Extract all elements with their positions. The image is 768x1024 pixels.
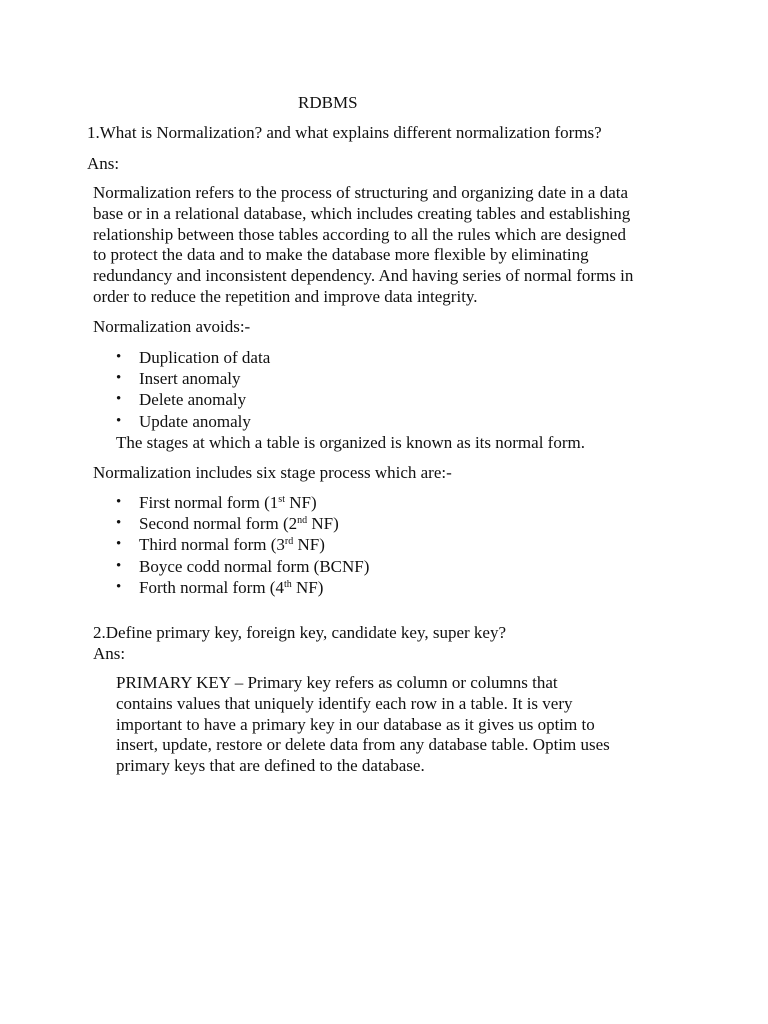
question-2: 2.Define primary key, foreign key, candidate key, super key? [93, 623, 507, 642]
paragraph-line: PRIMARY KEY – Primary key refers as column or columns that [116, 673, 558, 692]
list-item: • Forth normal form (4th NF) [116, 577, 324, 597]
bullet-icon: • [116, 412, 122, 429]
paragraph-line: contains values that uniquely identify each row in a table. It is very [116, 693, 573, 713]
bullet-icon: • [116, 557, 122, 574]
avoids-list [116, 347, 270, 432]
primary-key-paragraph [116, 673, 676, 777]
list-item: • Insert anomaly [116, 369, 241, 389]
paragraph-line: relationship between those tables according to all the rules which are designed [93, 224, 626, 244]
bullet-icon: • [116, 536, 122, 553]
stages-sentence: The stages at which a table is organized is known as its normal form. [116, 433, 585, 452]
list-item: • Boyce codd normal form (BCNF) [116, 556, 370, 576]
paragraph-line: base or in a relational database, which includes creating tables and establishing [93, 203, 631, 223]
six-stage-heading: Normalization includes six stage process which are:- [93, 463, 452, 482]
list-item: • Third normal form (3rd NF) [116, 535, 325, 555]
paragraph-line: primary keys that are defined to the database. [116, 756, 425, 776]
document-title: RDBMS [298, 93, 358, 112]
bullet-icon: • [116, 349, 122, 365]
paragraph-line: important to have a primary key in our database as it gives us optim to [116, 714, 595, 734]
paragraph-line: redundancy and inconsistent dependency. And having series of normal forms in [93, 266, 634, 286]
list-item: • Update anomaly [116, 411, 251, 431]
paragraph-line: order to reduce the repetition and improve data integrity. [93, 286, 478, 306]
bullet-icon: • [116, 370, 122, 387]
answer-2-label: Ans: [93, 644, 126, 663]
paragraph-line: Normalization refers to the process of structuring and organizing date in a data [93, 183, 629, 202]
list-item: • Delete anomaly [116, 390, 247, 410]
normal-forms-list [116, 492, 369, 598]
question-1: 1.What is Normalization? and what explains different normalization forms? [87, 123, 602, 142]
bullet-icon: • [116, 391, 122, 408]
bullet-icon: • [116, 515, 122, 532]
bullet-icon: • [116, 494, 122, 510]
list-item: • Duplication of data [116, 348, 271, 367]
answer-1-label: Ans: [87, 154, 120, 173]
paragraph-line: to protect the data and to make the database more flexible by eliminating [93, 245, 589, 265]
bullet-icon: • [116, 578, 122, 595]
paragraph-line: insert, update, restore or delete data from any database table. Optim uses [116, 735, 610, 755]
list-item: • Second normal form (2nd NF) [116, 514, 339, 534]
normalization-definition-paragraph [93, 183, 693, 308]
avoids-heading: Normalization avoids:- [93, 317, 251, 336]
list-item: • First normal form (1st NF) [116, 493, 317, 512]
